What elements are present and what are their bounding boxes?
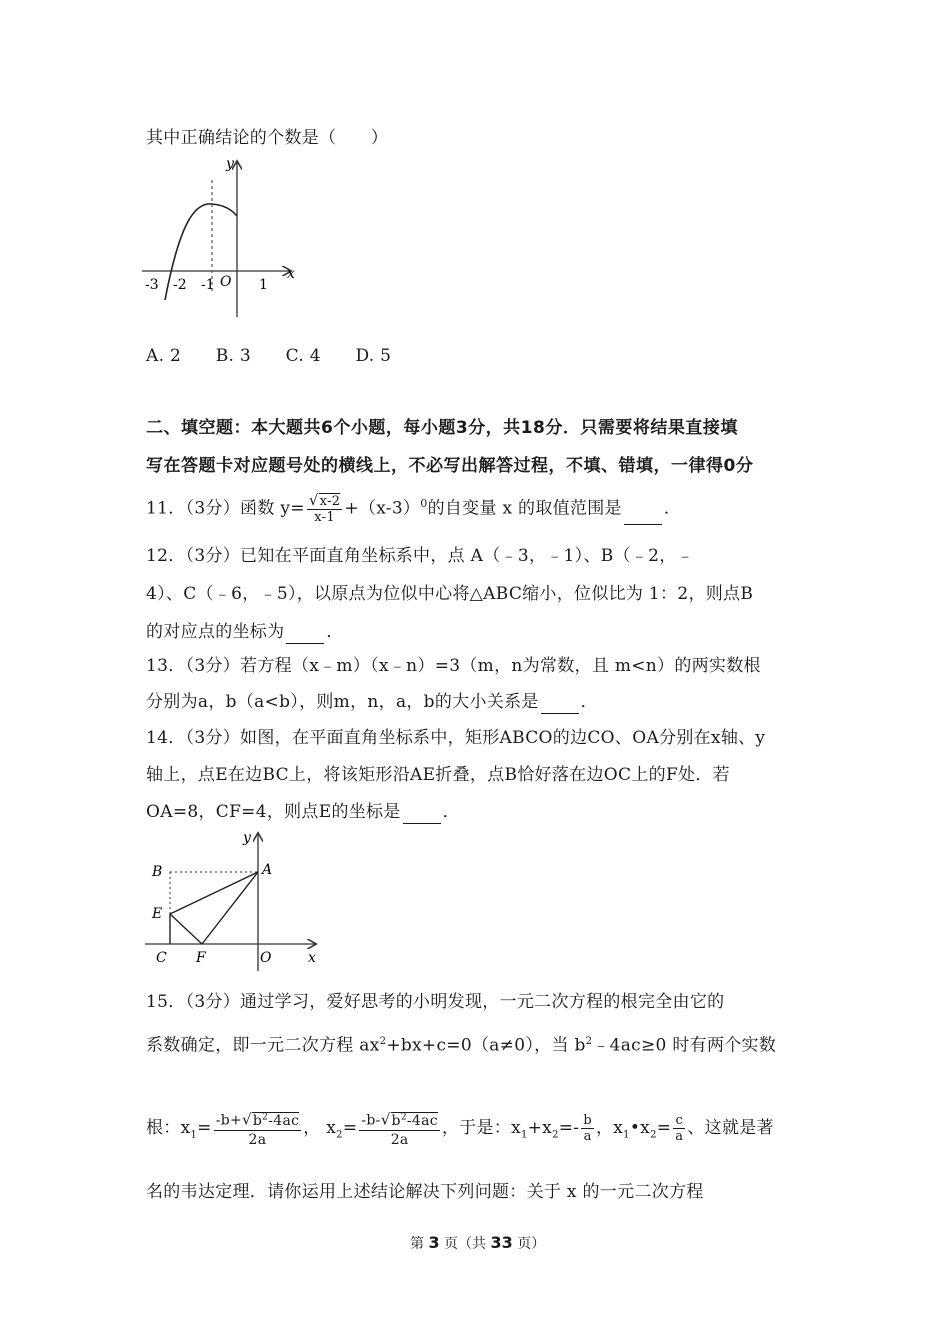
- q11-mid: +（x-3）: [344, 498, 421, 519]
- question-15-roots-line: 根：$x_1=$ $\frac{-b+√b^2-4ac}{2a}$ ， $x_2=$ $\frac{-b-√b^2-4ac}{2a}$ ，于是：$x_1+x_2=-$ $\frac{b}{a}$ ，$x_1•x_2=$ $\frac{c}{a}$ 、这就是著: [146, 1108, 774, 1155]
- q11-exponent: 0: [420, 497, 428, 510]
- x2-formula: $\frac{-b-√b^2-4ac}{2a}$: [359, 1108, 440, 1149]
- label-C: C: [156, 950, 167, 966]
- rad-exp: 2: [262, 1112, 269, 1123]
- footer-mid: 页（共: [439, 1236, 491, 1252]
- total-pages: 33: [490, 1233, 513, 1252]
- rad-exp: 2: [400, 1112, 407, 1123]
- label-B: B: [152, 864, 163, 880]
- sep: ，: [303, 1118, 321, 1138]
- tail-text: 、这就是著: [687, 1118, 774, 1138]
- question-15-line4: 名的韦达定理．请你运用上述结论解决下列问题：关于 x 的一元二次方程: [146, 1182, 704, 1202]
- page-number: 3: [428, 1233, 440, 1252]
- question-12-line1: 12．（3分）已知在平面直角坐标系中，点 A（﹣3，﹣1）、B（﹣2，﹣: [146, 546, 694, 566]
- q15-text-a: 系数确定，即一元二次方程 ax: [146, 1035, 380, 1056]
- question-13-line1: 13．（3分）若方程（x﹣m）（x﹣n）=3（m，n为常数，且 m<n）的两实数根: [146, 656, 761, 676]
- x2-num: -b-: [361, 1112, 381, 1129]
- equals: =: [342, 1118, 358, 1138]
- tick-label: -1: [201, 277, 215, 293]
- answer-blank[interactable]: [286, 627, 324, 644]
- q11-numerator: x-2: [319, 494, 341, 510]
- q11-fraction: $\frac{√x-2}{x-1}$: [308, 491, 341, 526]
- x1-num: -b+: [215, 1112, 243, 1129]
- subscript-1: 1: [190, 1129, 198, 1141]
- segment-AE: [170, 872, 258, 914]
- rad-body: b: [391, 1112, 401, 1129]
- question-13-line2: [146, 690, 598, 714]
- parabola-graph: [140, 152, 310, 322]
- label-F: F: [196, 950, 206, 966]
- page-footer: [410, 1233, 545, 1253]
- section-heading-line2: 写在答题卡对应题号处的横线上，不必写出解答过程，不填、错填，一律得0分: [146, 456, 754, 476]
- tick-label: -2: [173, 277, 187, 293]
- q14-end: ．: [442, 802, 460, 822]
- rad-tail: -4ac: [268, 1112, 300, 1129]
- q11-suffix: 的自变量 x 的取值范围是: [427, 498, 622, 519]
- question-14-line2: 轴上，点E在边BC上，将该矩形沿AE折叠，点B恰好落在边OC上的F处．若: [146, 765, 730, 785]
- q11-end: ．: [663, 498, 682, 519]
- origin-label: O: [220, 274, 232, 290]
- footer-post: 页）: [512, 1236, 546, 1252]
- sum-tail: +x: [527, 1118, 553, 1138]
- q15-square: 2: [379, 1036, 387, 1047]
- b-over-a: $\frac{b}{a}$: [583, 1113, 592, 1144]
- q14-text: OA=8，CF=4，则点E的坐标是: [146, 802, 401, 822]
- question-15-line2: [146, 1030, 776, 1058]
- q13-end: ．: [580, 692, 598, 712]
- x-axis-label: x: [287, 266, 295, 282]
- question-14-line3: [146, 800, 460, 824]
- section-heading: 二、填空题：本大题共6个小题，每小题3分，共18分．只需要将结果直接填: [146, 418, 738, 438]
- answer-options: A. 2 B. 3 C. 4 D. 5: [146, 346, 392, 366]
- x1-formula: $\frac{-b+√b^2-4ac}{2a}$: [214, 1108, 302, 1149]
- q11-prefix: 11．（3分）函数 y=: [146, 498, 305, 519]
- subscript-1: 1: [623, 1129, 630, 1141]
- x2-den: 2a: [390, 1131, 409, 1148]
- question-15-line1: 15．（3分）通过学习，爱好思考的小明发现，一元二次方程的根完全由它的: [146, 992, 725, 1012]
- rad-tail: -4ac: [406, 1112, 438, 1129]
- subscript-2: 2: [552, 1129, 559, 1141]
- label-E: E: [152, 906, 163, 922]
- equals: =: [656, 1118, 672, 1138]
- answer-blank[interactable]: [403, 807, 441, 824]
- c-over-a: $\frac{c}{a}$: [675, 1113, 684, 1144]
- subscript-2: 2: [650, 1129, 657, 1141]
- answer-blank[interactable]: [541, 697, 579, 714]
- dot-x: •x: [629, 1118, 651, 1138]
- q12-end: ．: [326, 622, 344, 642]
- subscript-1: 1: [520, 1129, 528, 1141]
- roots-label: 根：x: [146, 1118, 191, 1138]
- question-11: [146, 492, 681, 525]
- q15-text-b: +bx+c=0（a≠0），当 b: [386, 1035, 586, 1056]
- label-O: O: [260, 950, 272, 966]
- segment-AF: [202, 872, 258, 944]
- label-A: A: [262, 862, 273, 878]
- label-y: y: [243, 830, 251, 846]
- question-12-line3: [146, 620, 344, 644]
- sep: ，: [595, 1118, 614, 1138]
- rad-body: b: [252, 1112, 263, 1129]
- question-12-line2: 4）、C（﹣6，﹣5），以原点为位似中心将△ABC缩小，位似比为 1：2，则点B: [146, 584, 754, 604]
- then-text: ，于是：x: [441, 1118, 521, 1138]
- tick-label: 1: [259, 277, 268, 293]
- subscript-2: 2: [336, 1129, 343, 1141]
- question-10-stem: 其中正确结论的个数是（ ）: [146, 128, 389, 148]
- equals: =: [197, 1118, 212, 1138]
- answer-blank[interactable]: [624, 508, 662, 525]
- q11-denominator: x-1: [314, 510, 335, 526]
- q15-text-c: ﹣4ac≥0 时有两个实数: [592, 1035, 777, 1056]
- segment-EF: [170, 914, 202, 944]
- rectangle-fold-figure: [140, 826, 330, 976]
- y-axis-label: y: [226, 156, 234, 172]
- x1-den: 2a: [248, 1131, 267, 1148]
- q13-text: 分别为a，b（a<b），则m，n，a，b的大小关系是: [146, 692, 539, 712]
- footer-pre: 第: [410, 1236, 429, 1252]
- label-x: x: [308, 950, 316, 966]
- equals-neg: =-: [558, 1118, 580, 1138]
- q12-text: 的对应点的坐标为: [146, 622, 285, 642]
- q15-square-b: 2: [585, 1036, 593, 1047]
- tick-label: -3: [145, 277, 159, 293]
- question-14-line1: 14．（3分）如图，在平面直角坐标系中，矩形ABCO的边CO、OA分别在x轴、y: [146, 728, 766, 748]
